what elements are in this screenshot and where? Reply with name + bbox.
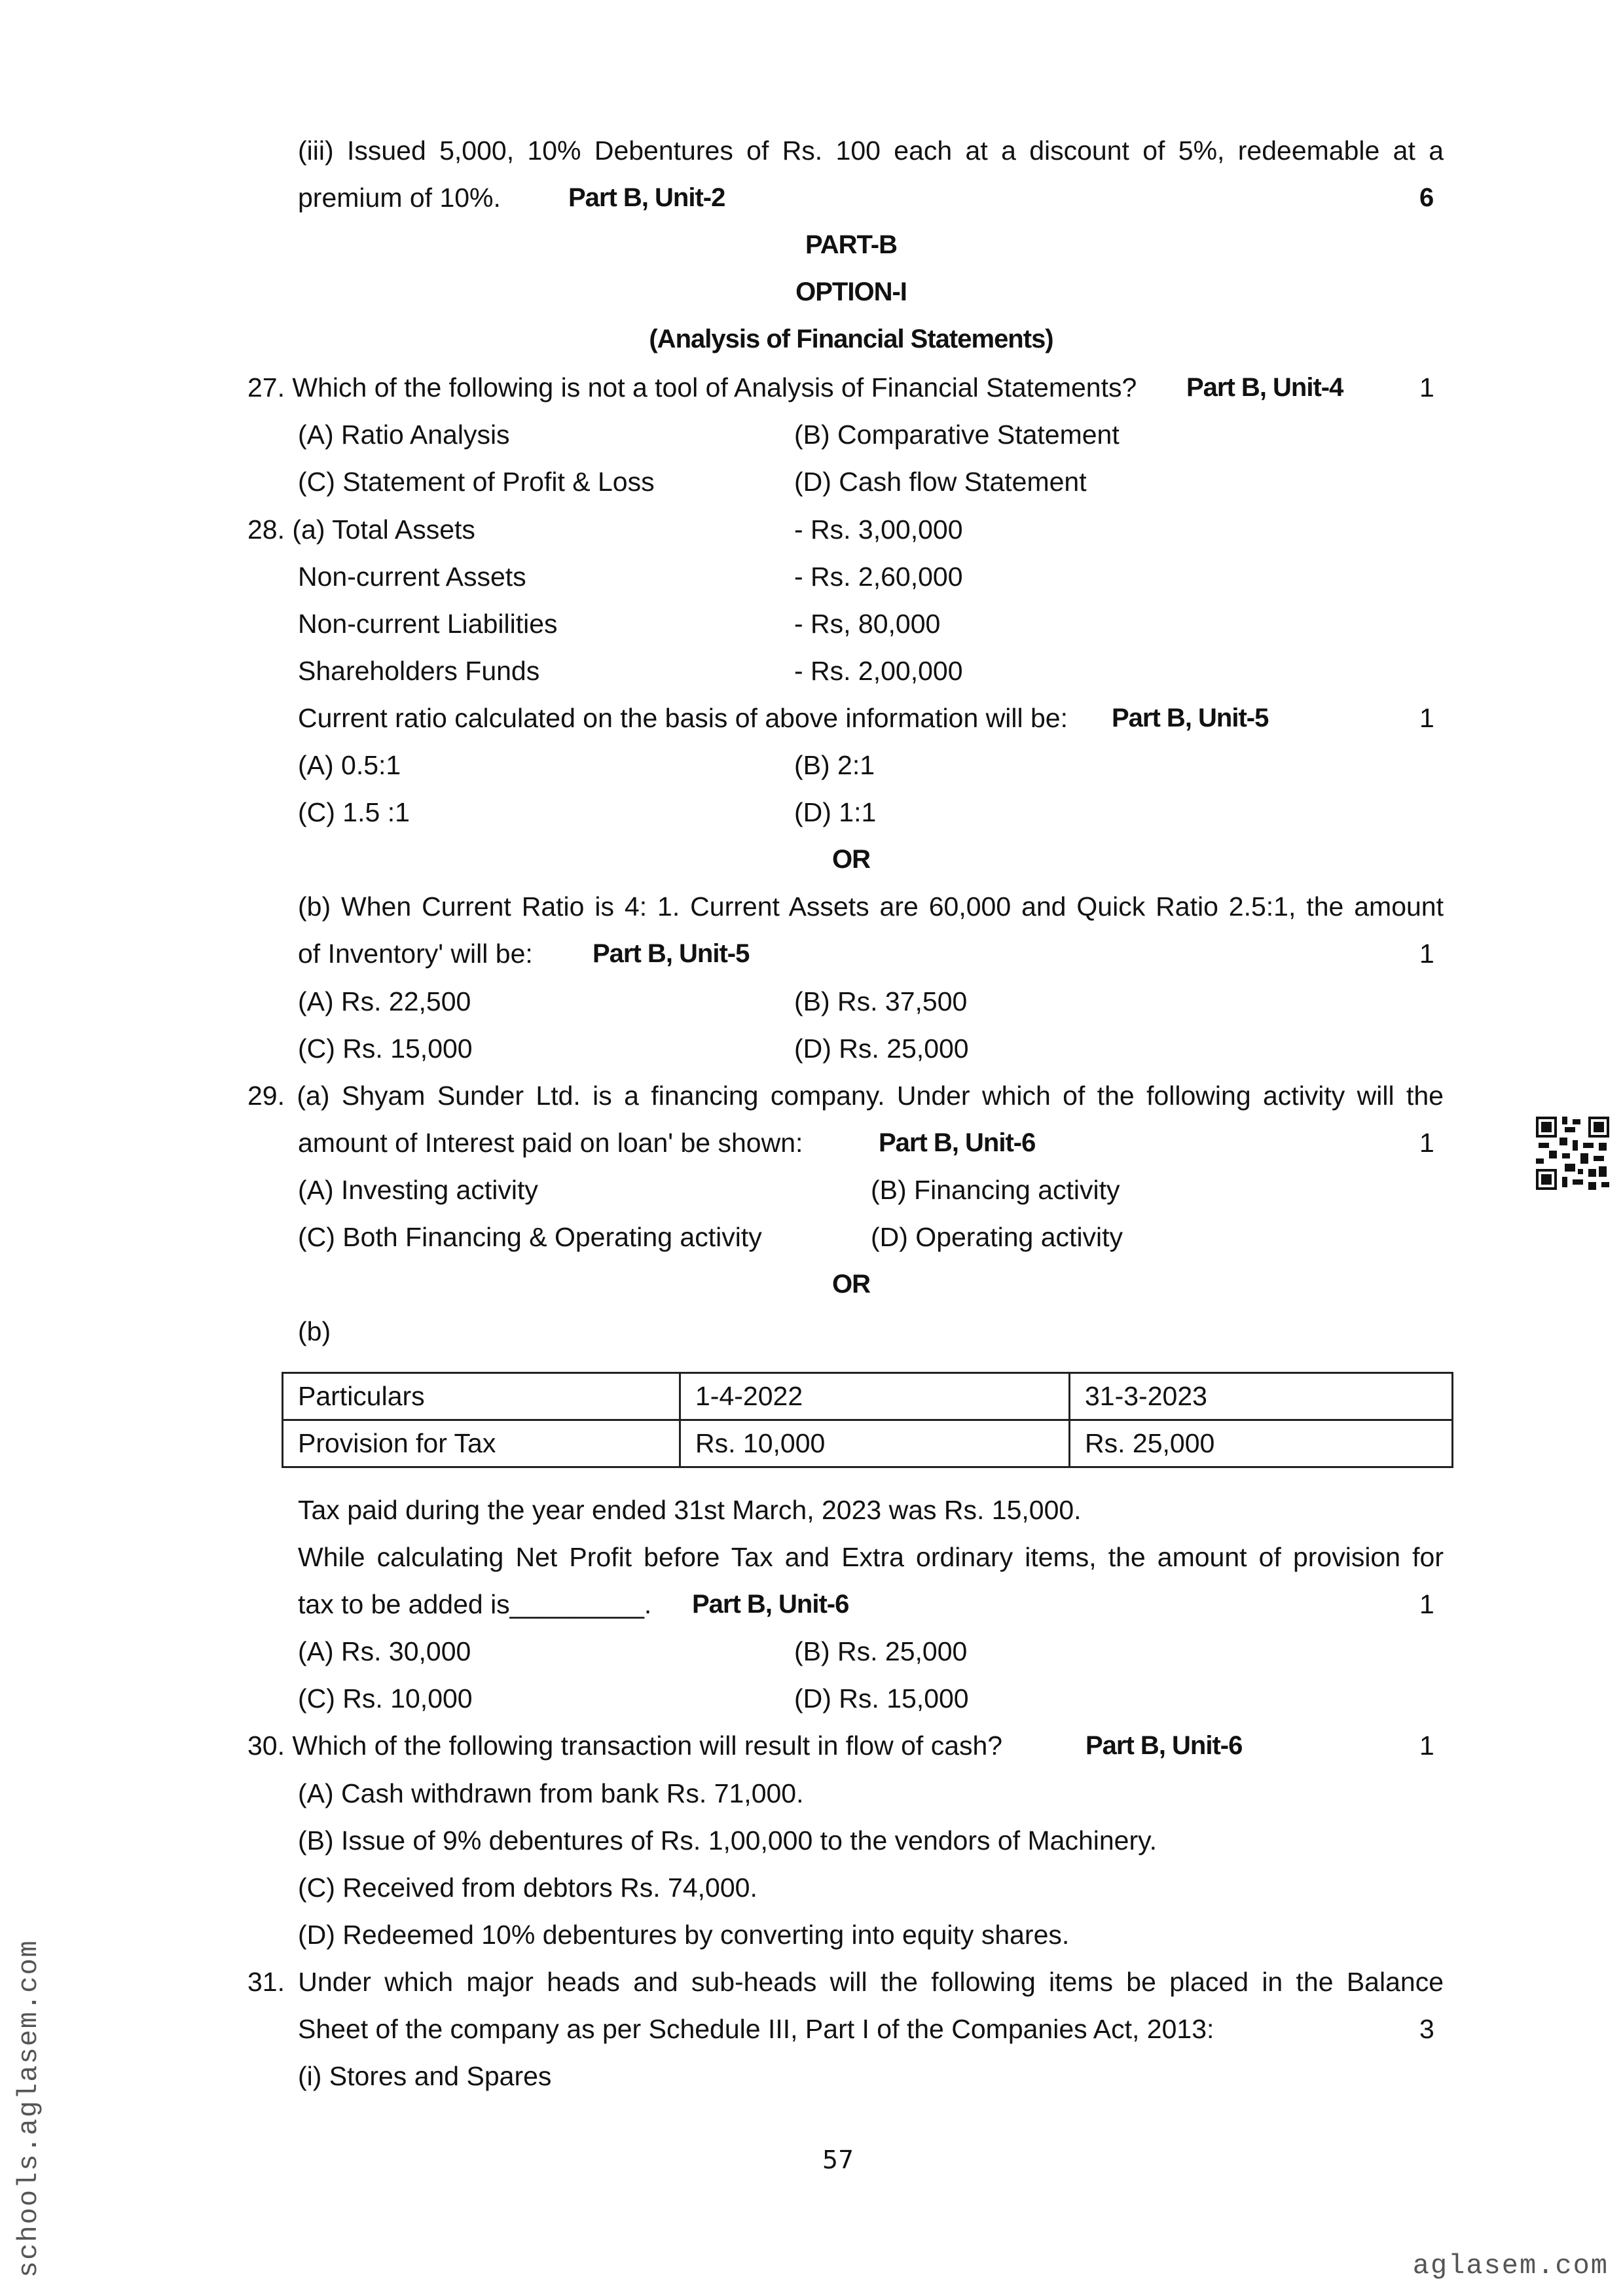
q27-option-b: (B) Comparative Statement <box>794 420 1120 450</box>
q29-line1: 29. (a) Shyam Sunder Ltd. is a financing company. Under which of the following activity will the <box>247 1081 1444 1111</box>
q28-item-value: - Rs. 2,60,000 <box>794 562 963 592</box>
q28b-option-c: (C) Rs. 15,000 <box>298 1033 473 1064</box>
q28-question: Current ratio calculated on the basis of above information will be: <box>298 703 1068 733</box>
q28-option-b: (B) 2:1 <box>794 750 875 780</box>
q28b-option-d: (D) Rs. 25,000 <box>794 1033 969 1064</box>
provision-table <box>282 1372 1453 1468</box>
section-heading: (Analysis of Financial Statements) <box>649 325 1053 353</box>
q26-line1: (iii) Issued 5,000, 10% Debentures of Rs. 100 each at a discount of 5%, redeemable at a <box>298 135 1444 166</box>
q29-marks: 1 <box>1419 1128 1434 1158</box>
q29b-option-d: (D) Rs. 15,000 <box>794 1683 969 1713</box>
q27-ref: Part B, Unit-4 <box>1186 373 1343 402</box>
q31-line2: Sheet of the company as per Schedule III, Part I of the Companies Act, 2013: <box>298 2014 1214 2044</box>
q28-item-value: - Rs. 2,00,000 <box>794 656 963 686</box>
table-header-row <box>283 1373 1453 1420</box>
table-cell: Rs. 25,000 <box>1070 1420 1453 1467</box>
page-number: 57 <box>822 2145 854 2174</box>
q29b-label: (b) <box>298 1316 331 1346</box>
q27-text: 27. Which of the following is not a tool of Analysis of Financial Statements? <box>247 372 1137 403</box>
q30-marks: 1 <box>1419 1731 1434 1761</box>
q27-option-a: (A) Ratio Analysis <box>298 420 510 450</box>
q28-item-label: Non-current Liabilities <box>298 609 558 639</box>
q28-item-label: Non-current Assets <box>298 562 526 592</box>
q29-or: OR <box>832 1270 870 1299</box>
q29-ref: Part B, Unit-6 <box>879 1128 1036 1157</box>
q28b-option-b: (B) Rs. 37,500 <box>794 986 968 1016</box>
q28-item-label: Shareholders Funds <box>298 656 540 686</box>
q28-item-label: 28. (a) Total Assets <box>247 514 475 545</box>
q28-option-c: (C) 1.5 :1 <box>298 797 410 827</box>
table-cell: Rs. 10,000 <box>680 1420 1070 1467</box>
q26-marks: 6 <box>1419 183 1434 212</box>
q29b-tax-paid: Tax paid during the year ended 31st March, 2023 was Rs. 15,000. <box>298 1495 1082 1525</box>
q30-option-b: (B) Issue of 9% debentures of Rs. 1,00,000 to the vendors of Machinery. <box>298 1825 1157 1856</box>
q28-item-value: - Rs, 80,000 <box>794 609 941 639</box>
table-header-cell: 31-3-2023 <box>1070 1373 1453 1420</box>
q28b-option-a: (A) Rs. 22,500 <box>298 986 471 1016</box>
q29-option-d: (D) Operating activity <box>871 1222 1123 1252</box>
q29b-ref: Part B, Unit-6 <box>692 1590 849 1619</box>
q28-option-d: (D) 1:1 <box>794 797 877 827</box>
q29b-option-b: (B) Rs. 25,000 <box>794 1636 968 1666</box>
q29-option-c: (C) Both Financing & Operating activity <box>298 1222 762 1252</box>
q28b-marks: 1 <box>1419 939 1434 969</box>
q26-ref: Part B, Unit-2 <box>568 183 725 212</box>
q29-option-b: (B) Financing activity <box>871 1175 1120 1205</box>
q29b-option-a: (A) Rs. 30,000 <box>298 1636 471 1666</box>
table-header-cell: Particulars <box>283 1373 680 1420</box>
q30-option-a: (A) Cash withdrawn from bank Rs. 71,000. <box>298 1778 804 1808</box>
q27-marks: 1 <box>1419 372 1434 403</box>
q28-option-a: (A) 0.5:1 <box>298 750 401 780</box>
q30-option-d: (D) Redeemed 10% debentures by converting into equity shares. <box>298 1920 1070 1950</box>
q29b-marks: 1 <box>1419 1589 1434 1619</box>
qr-code-icon <box>1536 1117 1609 1190</box>
q26-line2: premium of 10%. <box>298 183 501 213</box>
table-row <box>283 1420 1453 1467</box>
q29b-calc-line2: tax to be added is_________. <box>298 1589 652 1619</box>
option-heading: OPTION-I <box>795 278 907 306</box>
q28-marks: 1 <box>1419 703 1434 733</box>
q29-line2: amount of Interest paid on loan' be shown: <box>298 1128 803 1158</box>
q29b-calc-line1: While calculating Net Profit before Tax and Extra ordinary items, the amount of provision for <box>298 1542 1444 1572</box>
q30-ref: Part B, Unit-6 <box>1085 1731 1243 1760</box>
table-cell: Provision for Tax <box>283 1420 680 1467</box>
q31-item1: (i) Stores and Spares <box>298 2061 552 2091</box>
q27-option-d: (D) Cash flow Statement <box>794 467 1087 497</box>
watermark-right: aglasem.com <box>1412 2250 1609 2282</box>
q31-marks: 3 <box>1419 2014 1434 2044</box>
watermark-left: schools.aglasem.com <box>13 1939 45 2278</box>
q28b-line2: of Inventory' will be: <box>298 939 533 969</box>
part-heading: PART-B <box>805 230 897 259</box>
q30-text: 30. Which of the following transaction will result in flow of cash? <box>247 1731 1003 1761</box>
q29b-option-c: (C) Rs. 10,000 <box>298 1683 473 1713</box>
q28-item-value: - Rs. 3,00,000 <box>794 514 963 545</box>
q31-line1: 31. Under which major heads and sub-heads will the following items be placed in the Balance <box>247 1967 1444 1997</box>
table-header-cell: 1-4-2022 <box>680 1373 1070 1420</box>
q30-option-c: (C) Received from debtors Rs. 74,000. <box>298 1873 757 1903</box>
q28b-ref: Part B, Unit-5 <box>593 939 750 968</box>
q29-option-a: (A) Investing activity <box>298 1175 538 1205</box>
q28-ref: Part B, Unit-5 <box>1112 704 1269 732</box>
q28b-line1: (b) When Current Ratio is 4: 1. Current Assets are 60,000 and Quick Ratio 2.5:1, the amount <box>298 891 1444 922</box>
q27-option-c: (C) Statement of Profit & Loss <box>298 467 655 497</box>
q28-or: OR <box>832 845 870 874</box>
